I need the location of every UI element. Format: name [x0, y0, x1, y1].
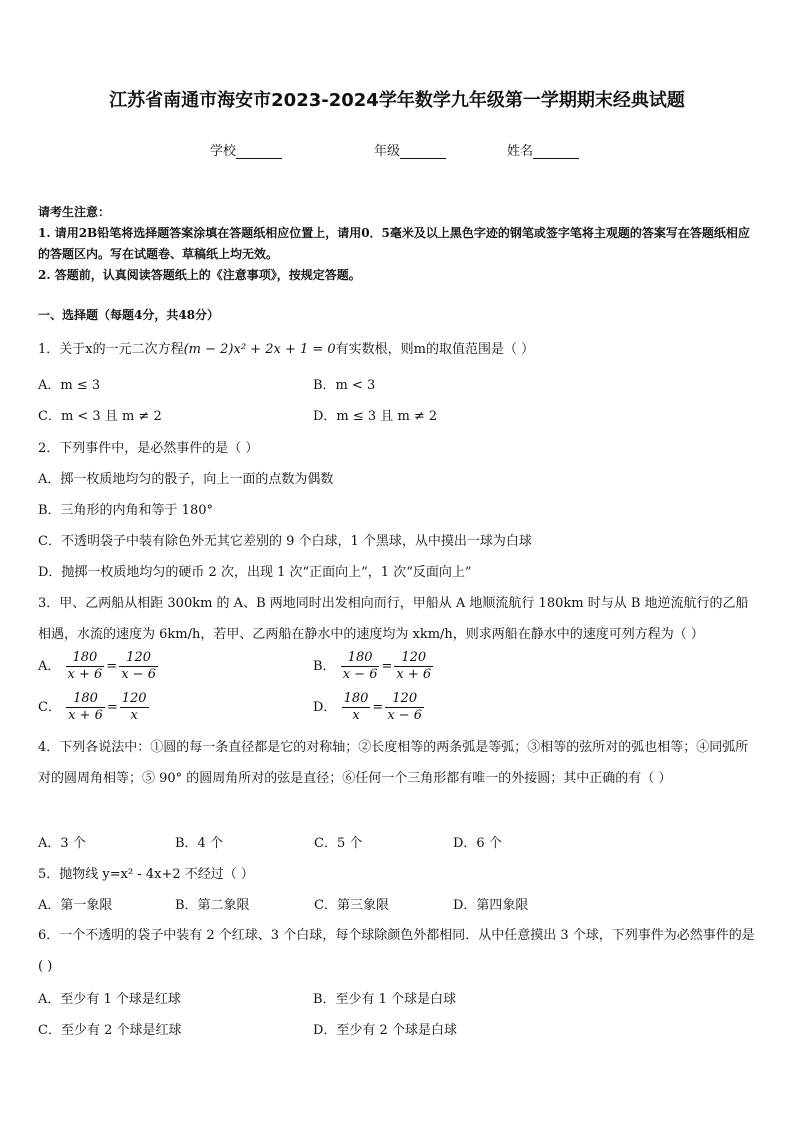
- q4-option-c[interactable]: C．5 个: [314, 836, 363, 851]
- equals-sign: =: [381, 659, 393, 674]
- name-label: 姓名: [507, 144, 534, 159]
- q6-option-a[interactable]: A．至少有 1 个球是红球: [38, 992, 181, 1007]
- fraction: [342, 691, 371, 724]
- q2-option-a[interactable]: A．掷一枚质地均匀的骰子，向上一面的点数为偶数: [38, 472, 334, 487]
- question-5: 5．抛物线 y=x² - 4x+2 不经过（ ）: [38, 867, 254, 882]
- q1-option-b[interactable]: B．m < 3: [313, 378, 376, 393]
- grade-label: 年级: [374, 144, 401, 159]
- numerator: 180: [343, 691, 369, 706]
- question-3: 3．甲、乙两船从相距 300km 的 A、B 两地同时出发相向而行，甲船从 A 地顺流航行 180km 时与从 B 地逆流航行的乙船相遇，水流的速度为 6km/h，若甲、乙两船在静水中的速度均为 xkm/h，则求两船在静水中的速度可列方程为（ ）: [38, 596, 749, 642]
- q4-option-b[interactable]: B．4 个: [175, 836, 223, 851]
- numerator: 120: [394, 650, 433, 667]
- denominator: x + 6: [67, 667, 103, 682]
- exam-notice: [38, 202, 758, 286]
- student-info-fields: [0, 140, 794, 160]
- denominator: x: [352, 708, 360, 723]
- fraction: [119, 650, 158, 683]
- notice-head: 请考生注意：: [38, 205, 111, 219]
- notice-item-1: 1. 请用2B铅笔将选择题答案涂填在答题纸相应位置上，请用0．5毫米及以上黑色字迹的钢笔或签字笔将主观题的答案写在答题纸相应的答题区内。写在试题卷、草稿纸上均无效。: [38, 226, 750, 261]
- numerator: 180: [66, 650, 105, 667]
- q1-stem-post: 有实数根，则m的取值范围是（ ）: [335, 342, 535, 357]
- grade-field[interactable]: [374, 140, 446, 159]
- fraction: [120, 691, 149, 724]
- q5-option-c[interactable]: C．第三象限: [314, 898, 389, 913]
- section-heading: 一、选择题（每题4分，共48分）: [38, 308, 220, 322]
- q3-b-label: B．: [313, 659, 336, 674]
- denominator: x + 6: [396, 667, 432, 682]
- q5-option-a[interactable]: A．第一象限: [38, 898, 113, 913]
- denominator: x + 6: [68, 708, 103, 723]
- q4-option-a[interactable]: A．3 个: [38, 836, 86, 851]
- denominator: x − 6: [121, 667, 156, 682]
- question-2: 2．下列事件中，是必然事件的是（ ）: [38, 441, 259, 456]
- q3-d-label: D．: [313, 700, 337, 715]
- q5-option-d[interactable]: D．第四象限: [453, 898, 529, 913]
- numerator: 120: [121, 691, 147, 706]
- q5-option-b[interactable]: B．第二象限: [175, 898, 250, 913]
- q3-a-label: A．: [38, 659, 61, 674]
- fraction: [341, 650, 380, 683]
- school-field[interactable]: [210, 140, 282, 159]
- equals-sign: =: [106, 659, 118, 674]
- exam-title: 江苏省南通市海安市2023-2024学年数学九年级第一学期期末经典试题: [109, 90, 685, 111]
- numerator: 180: [66, 691, 105, 708]
- q3-option-a[interactable]: [38, 650, 159, 683]
- q6-option-d[interactable]: D．至少有 2 个球是白球: [313, 1023, 457, 1038]
- q3-c-label: C．: [38, 700, 61, 715]
- school-label: 学校: [210, 144, 237, 159]
- q2-option-d[interactable]: D．抛掷一枚质地均匀的硬币 2 次，出现 1 次“正面向上”，1 次“反面向上”: [38, 565, 472, 580]
- notice-item-2: 2. 答题前，认真阅读答题纸上的《注意事项》，按规定答题。: [38, 268, 361, 282]
- numerator: 120: [119, 650, 158, 667]
- q2-option-c[interactable]: C．不透明袋子中装有除色外无其它差别的 9 个白球，1 个黑球，从中摸出一球为白球: [38, 534, 532, 549]
- question-6: 6．一个不透明的袋子中装有 2 个红球、3 个白球，每个球除颜色外都相同．从中任意摸出 3 个球，下列事件为必然事件的是( ): [38, 928, 755, 974]
- numerator: 120: [385, 691, 424, 708]
- question-4: 4．下列各说法中：①圆的每一条直径都是它的对称轴；②长度相等的两条弧是等弧；③相等的弦所对的弧也相等；④同弧所对的圆周角相等；⑤ 90° 的圆周角所对的弦是直径；⑥任何一个三角形都有唯一的外接圆；其中正确的有（ ）: [38, 740, 749, 786]
- q1-option-c[interactable]: C．m < 3 且 m ≠ 2: [38, 409, 162, 424]
- q4-option-d[interactable]: D．6 个: [453, 836, 502, 851]
- name-field[interactable]: [507, 140, 579, 159]
- equals-sign: =: [106, 700, 118, 715]
- fraction: [66, 691, 105, 724]
- fraction: [66, 650, 105, 683]
- denominator: x: [130, 708, 138, 723]
- q1-equation: (m − 2)x² + 2x + 1 = 0: [183, 342, 336, 357]
- q6-option-c[interactable]: C．至少有 2 个球是红球: [38, 1023, 182, 1038]
- numerator: 180: [341, 650, 380, 667]
- q1-option-d[interactable]: D．m ≤ 3 且 m ≠ 2: [313, 409, 438, 424]
- q2-option-b[interactable]: B．三角形的内角和等于 180°: [38, 503, 213, 518]
- denominator: x − 6: [342, 667, 378, 682]
- fraction: [385, 691, 424, 724]
- q3-option-b[interactable]: [313, 650, 434, 683]
- q3-option-d[interactable]: [313, 691, 425, 724]
- fraction: [394, 650, 433, 683]
- denominator: x − 6: [387, 708, 423, 723]
- q3-option-c[interactable]: [38, 691, 150, 724]
- q6-option-b[interactable]: B．至少有 1 个球是白球: [313, 992, 457, 1007]
- q1-option-a[interactable]: A．m ≤ 3: [38, 378, 101, 393]
- q1-stem-pre: 1．关于x的一元二次方程: [38, 342, 184, 357]
- equals-sign: =: [372, 700, 384, 715]
- question-1: [38, 338, 534, 357]
